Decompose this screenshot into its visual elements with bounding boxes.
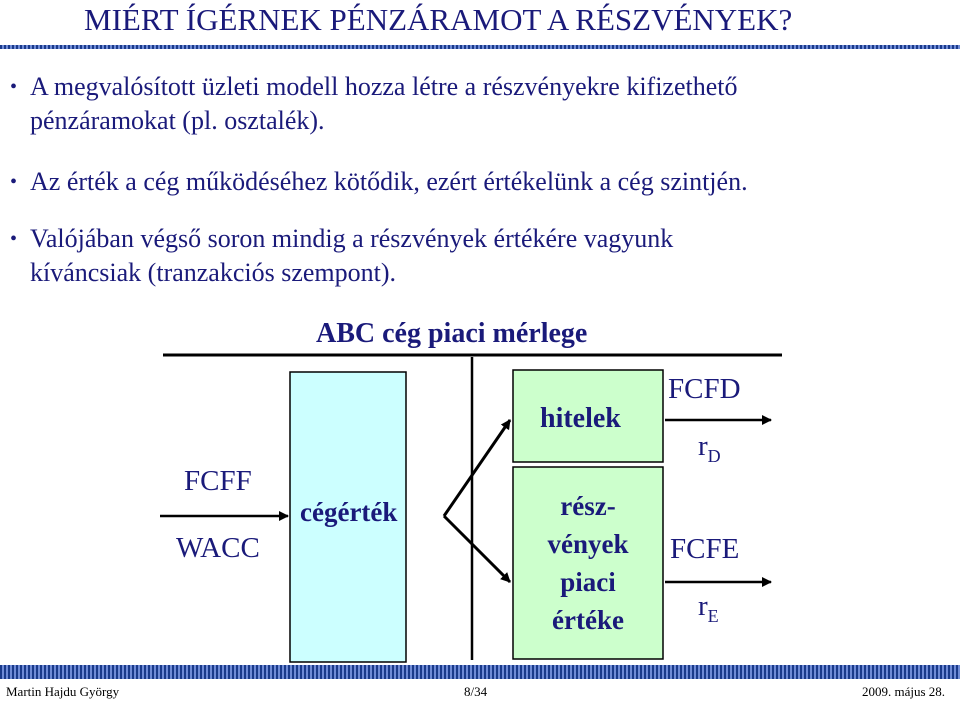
fcfe-label: FCFE [670,533,740,565]
wacc-label: WACC [176,532,260,564]
fcfd-label: FCFD [668,373,741,405]
footer-page-number: 8/34 [464,684,488,699]
equity-label-line: vények [547,529,629,559]
firm-value-label: cégérték [300,497,398,527]
bullet-text-line: A megvalósított üzleti modell hozza létre a részvényekre kifizethető [30,72,738,101]
rd-subscript: D [707,445,721,466]
equity-branch-arrow [444,516,510,582]
bullet-text-line: Az érték a cég működéséhez kötődik, ezért értékelünk a cég szintjén. [30,167,748,196]
equity-label-line: értéke [552,605,624,635]
footer-rule [0,665,960,679]
debt-label: hitelek [540,403,621,434]
footer-date: 2009. május 28. [862,684,946,699]
re-base: r [698,590,708,622]
fcff-label: FCFF [184,465,252,497]
bullet-symbol: • [10,171,18,193]
equity-label-line: piaci [560,567,616,597]
bullet-text-line: pénzáramokat (pl. osztalék). [30,106,325,135]
bullet-text-line: kíváncsiak (tranzakciós szempont). [30,258,397,287]
slide-title: MIÉRT ÍGÉRNEK PÉNZÁRAMOT A RÉSZVÉNYEK? [84,2,793,37]
debt-branch-arrow [444,420,510,516]
rd-base: r [698,430,708,462]
equity-label [513,487,663,639]
diagram-title: ABC cég piaci mérlege [316,318,588,349]
rd-label [698,430,721,467]
footer-author: Martin Hajdu György [6,684,120,699]
bullet-symbol: • [10,228,18,250]
re-subscript: E [707,605,719,626]
equity-label-line: rész- [560,491,616,521]
re-label [698,590,719,627]
bullet-symbol: • [10,76,18,98]
bullet-text-line: Valójában végső soron mindig a részvények értékére vagyunk [30,224,674,253]
